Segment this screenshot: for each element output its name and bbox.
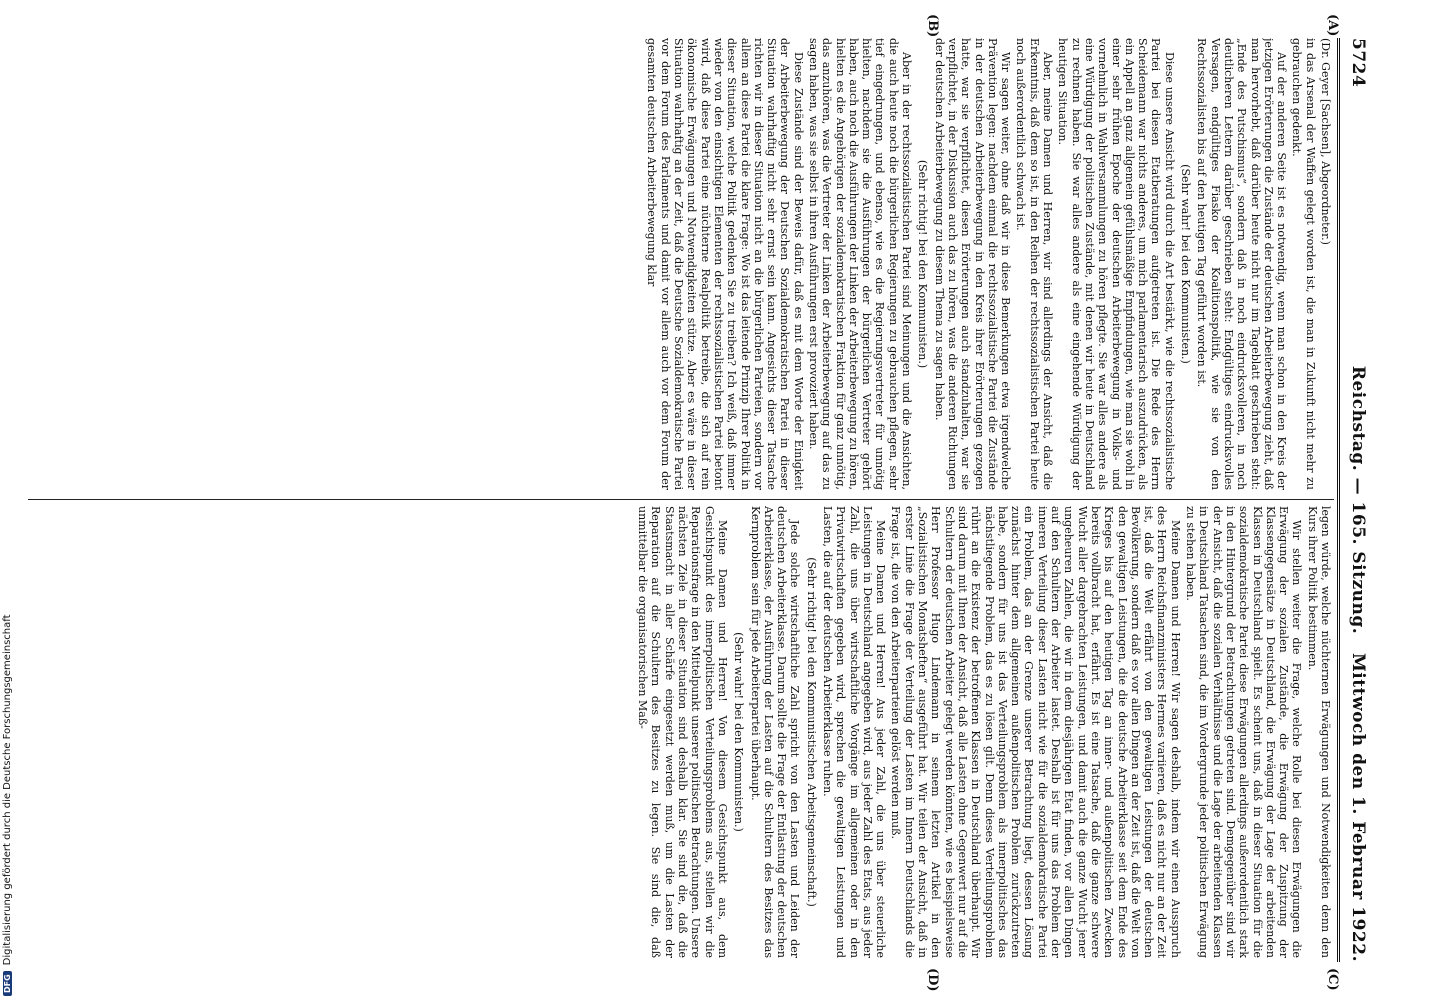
credit-text: Digitalisierung gefördert durch die Deutsche Forschungsgemeinschaft xyxy=(2,614,13,966)
paragraph: Aber, meine Damen und Herren, wir sind allerdings der Ansicht, daß die Erkenntnis, daß dem so ist, in den Reihen der rechtssozialistischen Partei heute noch außerordentlich schwach ist. xyxy=(1014,38,1055,490)
paragraph: Jede solche wirtschaftliche Zahl spricht von den Lasten und Leiden der deutschen Arbeiterklasse. Darum sollte die Frage der Entlastung der deutschen Arbeiterklasse, der Ausführung der Lasten auf die Schultern des Besitzes das Kernproblem sein für jede Arbeiterpartei überhaupt. xyxy=(748,506,802,958)
interjection: (Sehr richtig! bei den Kommunistischen Arbeitsgemeinschaft.) xyxy=(804,557,818,907)
paragraph: in das Arsenal der Waffen gelegt worden ist, die man in Zukunft nicht mehr zu gebrauchen gedenkt. xyxy=(1290,38,1317,490)
session-title: Reichstag. — 165. Sitzung. xyxy=(1348,365,1368,635)
paragraph: Meine Damen und Herren! Aus jeder Zahl, die uns über steuerliche Leistungen in Deutschland angegeben wird, aus jeder Zahl des Etats, aus jeder Zahl, die uns über wirtschaftliche Vorgänge im allgemeinen oder in den Privatwirtschaften gegeben wird, sprechen die gewaltigen Leistungen und Lasten, die auf der deutschen Arbeiterklasse ruhen. xyxy=(821,506,888,958)
page-header xyxy=(1337,38,1372,962)
paragraph: Aber in der rechtssozialistischen Partei sind Meinungen und die Ansichten, die auch heute noch die bürgerlichen Regierungen zu gebrauchen pflegen, sehr tief eingedrungen, und ebenso, wie es die Regierungsvertreter für unnötig hielten, nachdem sie die Ausführungen der bürgerlichen Vertreter gehört haben, auch noch die Ausführungen der Linken der Arbeiterbewegung zu hören, hielten es die Angehörigen der sozialdemokratischen Fraktion für ganz unnötig, das anzuhören, was die Vertreter der Linken der Arbeiterbewegung auf das zu sagen haben, was sie selbst in ihren Ausführungen erst provoziert haben. xyxy=(807,38,914,490)
page-number: 5724 xyxy=(1348,38,1368,88)
paragraph: Auf der anderen Seite ist es notwendig, wenn man schon in den Kreis der jetzigen Erörterungen die Zustände der deutschen Arbeiterbewegung zieht, daß man hervorhebt, daß darüber heute nicht nur im Tageblatt geschrieben steht: „Ende des Putschismus“, sondern daß in noch eindrucksvolleren, in noch deutlicheren Lettern darüber geschrieben steht: Endgültiges eindrucksvolles Versagen, endgültiges Fiasko der Koalitionspolitik, wie sie von den Rechtssozialisten bis auf den heutigen Tag geführt worden ist. xyxy=(1195,38,1289,490)
interjection: (Sehr wahr! bei den Kommunisten.) xyxy=(732,632,746,832)
session-date: Mittwoch den 1. Februar 1922. xyxy=(1348,652,1368,962)
right-column xyxy=(32,506,1332,958)
paragraph: legen würde, welche nüchternen Erwägungen und Notwendigkeiten denn den Kurs ihrer Politik bestimmen. xyxy=(1305,506,1332,958)
interjection: (Sehr wahr! bei den Kommunisten.) xyxy=(1179,164,1193,364)
left-column xyxy=(32,38,1332,490)
speaker-line: (Dr. Geyer [Sachsen], Abgeordneter.) xyxy=(1319,38,1332,245)
margin-letter-b: (B) xyxy=(925,14,940,38)
paragraph: Diese Zustände sind der Beweis dafür, daß es mit dem Worte der Einigkeit der Arbeiterbewegung der Deutschen Sozialdemokratischen Partei in dieser Situation wahrhaftig nicht sehr ernst sein kann. Angesichts dieser Tatsache richten wir in dieser Situation nicht an die bürgerlichen Parteien, sondern vor allem an diese Partei die klare Frage: Wo ist das leitende Prinzip Ihrer Politik in dieser Situation, welche Politik gedenken Sie zu treiben? Ich weiß, daß immer wieder von den einsichtigen Elementen der rechtssozialistischen Partei betont wird, daß diese Partei eine nüchterne Realpolitik betreibe, die sich auf rein ökonomische Erwägungen und Notwendigkeiten stütze. Aber es wäre in dieser Situation wahrhaftig an der Zeit, daß die Deutsche Sozialdemokratische Partei vor dem Forum des Parlaments und damit vor allem auch vor dem Forum der gesamten deutschen Arbeiterbewegung klar xyxy=(645,38,805,490)
paragraph: Meine Damen und Herren! Von diesem Gesichtspunkt aus, dem Gesichtspunkt des innerpolitischen Verteilungsproblems aus, stellen wir die Reparationsfrage in den Mittelpunkt unserer politischen Betrachtungen. Unsere nächsten Ziele in dieser Situation sind deshalb klar. Sie sind die, daß die Staatsmacht in aller Schärfe eingesetzt werden muß, um die Lasten der Reparation auf die Schultern des Besitzes zu legen. Sie sind die, daß unmittelbar die organisatorischen Maß- xyxy=(636,506,729,958)
dfg-logo: DFG xyxy=(3,971,12,996)
paragraph: Wir sagen weiter, ohne daß wir in diese Bemerkungen etwa irgendwelche Prävention legen: nachdem einmal die rechtssozialistische Partei die Zustände in der deutschen Arbeiterbewegung in den Kreis ihrer Erörterungen gezogen hatte, war sie verpflichtet, diesen Erörterungen auch standzuhalten, war sie verpflichtet, in der Diskussion auch das zu hören, was die anderen Richtungen der deutschen Arbeiterbewegung zu diesem Thema zu sagen haben. xyxy=(932,38,1013,490)
paragraph: Meine Damen und Herren! Wir sagen deshalb, indem wir einen Ausspruch des Herrn Reichsfinanzministers Hermes variieren, daß es nicht nur an der Zeit ist, daß die Welt erfährt von den gewaltigen Leistungen der deutschen Bevölkerung, sondern daß es vor allen Dingen an der Zeit ist, daß die Welt von den gewaltigen Leistungen, die die deutsche Arbeiterklasse seit dem Ende des Krieges bis auf den heutigen Tag an inner- und außenpolitischen Zwecken bereits vollbracht hat, erfährt. Es ist eine Tatsache, daß die ganze schwere Wucht aller dargebrachten Leistungen, und damit auch die ganze Wucht jener ungeheuren Zahlen, die wir in dem diesjährigen Etat finden, vor allen Dingen auf den Schultern der Arbeiter lastet. Deshalb ist für uns das Problem der inneren Verteilung dieser Lasten nicht wie für die sozialdemokratische Partei ein Problem, das an der Grenze unserer Betrachtung liegt, dessen Lösung zunächst hinter dem allgemeinen außenpolitischen Problem zurückzutreten habe, sondern für uns ist das Verteilungsproblem als innerpolitisches das nächstliegende Problem, das es zu lösen gilt. Denn dieses Verteilungsproblem rührt an die Existenz der betroffenen Klassen in Deutschland überhaupt. Wir sind darum mit Ihnen der Ansicht, daß alle Lasten ohne Gegenwert nur auf die Schultern der deutschen Arbeiter gelegt werden könnten, wie es beispielsweise Herr Professor Hugo Lindemann in seinem letzten Artikel in den „Sozialistischen Monatsheften“ ausgeführt hat. Wir teilen der Ansicht, daß in erster Linie die Frage der Verteilung der Lasten im Innern Deutschlands die Frage ist, die von den Arbeiterparteien gelöst werden muß. xyxy=(889,506,1182,958)
interjection: (Sehr richtig! bei den Kommunisten.) xyxy=(916,159,930,369)
column-divider xyxy=(28,499,1334,500)
paragraph: Diese unsere Ansicht wird durch die Art bestärkt, wie die rechtssozialistische Partei bei diesen Etatberatungen aufgetreten ist. Die Rede des Herrn Scheidemann war nichts anderes, um mich parlamentarisch auszudrücken, als ein Appell an ganz allgemein gefühlsmäßige Empfindungen, wie man sie wohl in einer sehr frühen Epoche der deutschen Arbeiterbewegung in Volks- und vornehmlich in Wahlversammlungen zu hören pflegte. Sie war alles andere als eine Würdigung der politischen Zustände, mit denen wir heute in Deutschland zu rechnen haben. Sie war alles andere als eine eingehende Würdigung der heutigen Situation. xyxy=(1056,38,1176,490)
digitization-credit xyxy=(2,6,16,996)
margin-letter-c: (C) xyxy=(1325,968,1340,991)
margin-letter-d: (D) xyxy=(925,968,940,992)
margin-letter-a: (A) xyxy=(1325,14,1340,37)
paragraph: Wir stellen weiter die Frage, welche Rolle bei diesen Erwägungen die Erwägung der sozialen Zustände, die Erwägung der Zuspitzung der Klassengegensätze in Deutschland, die Erwägung der Lage der arbeitenden Klassen in Deutschland spielt. Es scheint uns, daß in dieser Situation für die sozialdemokratische Partei diese Erwägungen allerdings außerordentlich stark in den Hintergrund der Betrachtungen getreten sind. Demgegenüber sind wir der Ansicht, daß die sozialen Verhältnisse und die Lage der arbeitenden Klassen in Deutschland Tatsachen sind, die im Vordergrunde jeder politischen Erwägung zu stehen haben. xyxy=(1184,506,1304,958)
